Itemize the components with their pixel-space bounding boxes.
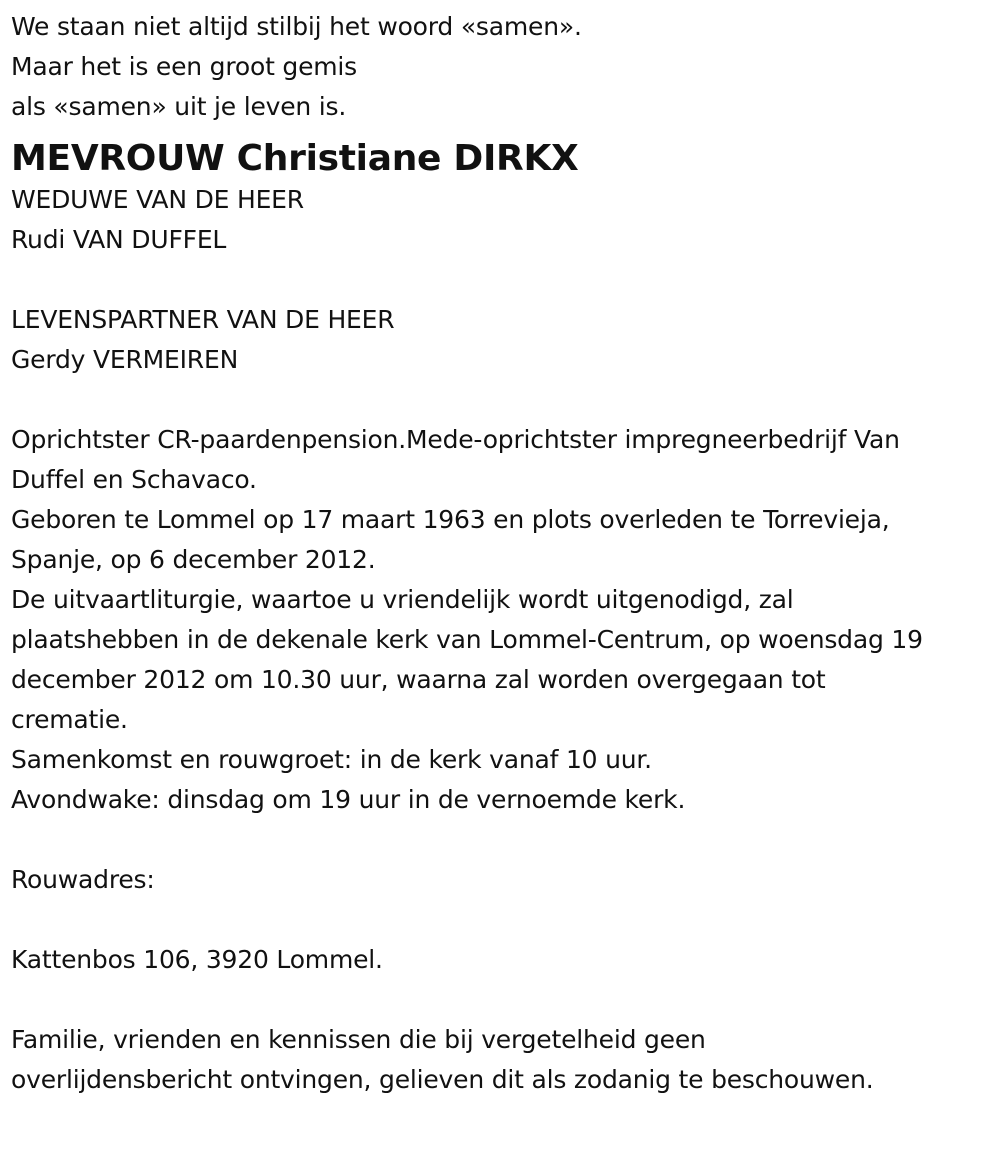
details-line: Samenkomst en rouwgroet: in de kerk vanaf 10 uur. — [11, 745, 652, 774]
details-line: De uitvaartliturgie, waartoe u vriendelijk wordt uitgenodigd, zal — [11, 585, 794, 614]
address-label: Rouwadres: — [11, 865, 155, 894]
deceased-name: MEVROUW Christiane DIRKX — [11, 138, 579, 179]
details-line: crematie. — [11, 705, 128, 734]
relation-label: LEVENSPARTNER VAN DE HEER — [11, 305, 395, 334]
relation-label: WEDUWE VAN DE HEER — [11, 185, 304, 214]
closing-line: Familie, vrienden en kennissen die bij vergetelheid geen — [11, 1025, 706, 1054]
poem-line: Maar het is een groot gemis — [11, 52, 357, 81]
spacer — [11, 380, 1000, 420]
details-paragraph — [11, 420, 1000, 820]
details-line: Duffel en Schavaco. — [11, 465, 257, 494]
relation-partner — [11, 300, 1000, 380]
details-line: plaatshebben in de dekenale kerk van Lommel-Centrum, op woensdag 19 — [11, 625, 923, 654]
spacer — [11, 900, 1000, 940]
poem-line: als «samen» uit je leven is. — [11, 92, 347, 121]
relation-name: Rudi VAN DUFFEL — [11, 225, 227, 254]
spacer — [11, 260, 1000, 300]
poem-line: We staan niet altijd stilbij het woord «samen». — [11, 12, 582, 41]
relation-widow — [11, 180, 1000, 260]
closing-line: overlijdensbericht ontvingen, gelieven dit als zodanig te beschouwen. — [11, 1065, 874, 1094]
details-line: Geboren te Lommel op 17 maart 1963 en plots overleden te Torrevieja, — [11, 505, 890, 534]
poem — [11, 7, 1000, 127]
spacer — [11, 980, 1000, 1020]
details-line: Spanje, op 6 december 2012. — [11, 545, 376, 574]
address-value: Kattenbos 106, 3920 Lommel. — [11, 945, 383, 974]
closing-paragraph — [11, 1020, 1000, 1100]
details-line: december 2012 om 10.30 uur, waarna zal worden overgegaan tot — [11, 665, 826, 694]
details-line: Avondwake: dinsdag om 19 uur in de vernoemde kerk. — [11, 785, 686, 814]
relation-name: Gerdy VERMEIREN — [11, 345, 239, 374]
spacer — [11, 820, 1000, 860]
details-line: Oprichtster CR-paardenpension.Mede-oprichtster impregneerbedrijf Van — [11, 425, 900, 454]
